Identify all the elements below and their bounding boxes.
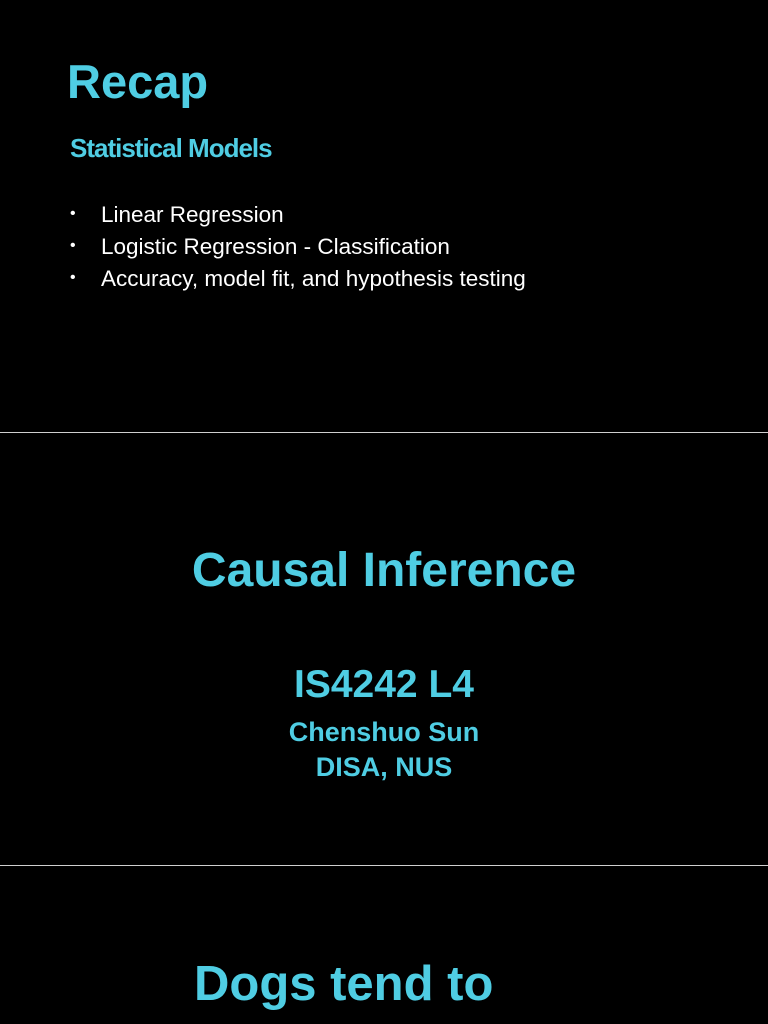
bullet-item: [70, 231, 526, 263]
bullet-item: [70, 199, 526, 231]
slide-title: Dogs tend to: [194, 957, 494, 1011]
course-code: IS4242 L4: [294, 663, 474, 706]
bullet-item: [70, 263, 526, 295]
bullet-icon: •: [70, 269, 76, 286]
author-name: Chenshuo Sun: [288, 717, 480, 747]
bullet-icon: •: [70, 205, 76, 222]
bullet-text: Linear Regression: [101, 202, 284, 227]
slide-dogs: [0, 866, 768, 1024]
slide-title-page: [0, 433, 768, 865]
bullet-icon: •: [70, 237, 76, 254]
slide-subtitle: Statistical Models: [70, 133, 272, 163]
lecture-title: Causal Inference: [191, 544, 577, 597]
bullet-text: Logistic Regression - Classification: [101, 234, 450, 259]
bullet-list: [70, 199, 526, 295]
author-affiliation: DISA, NUS: [315, 752, 453, 782]
slide-recap: [0, 0, 768, 432]
bullet-text: Accuracy, model fit, and hypothesis testing: [101, 266, 526, 291]
slide-title: Recap: [67, 55, 209, 108]
